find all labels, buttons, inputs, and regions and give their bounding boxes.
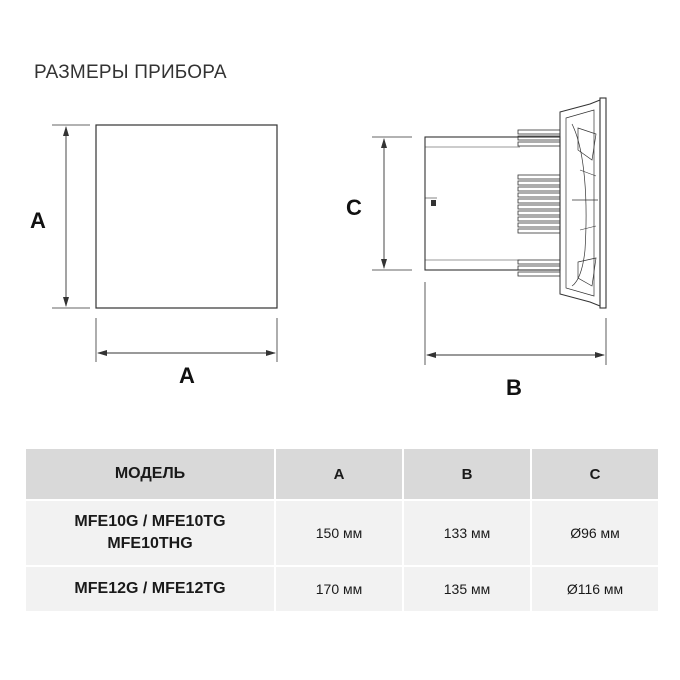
header-model: МОДЕЛЬ — [25, 448, 275, 500]
header-b: B — [403, 448, 531, 500]
table-row — [25, 500, 659, 566]
dimension-a-cell: 170 мм — [275, 566, 403, 612]
side-diameter-label: C — [346, 195, 362, 220]
side-depth-label: B — [506, 375, 522, 400]
page-title: РАЗМЕРЫ ПРИБОРА — [34, 62, 227, 83]
model-name-line1: MFE10G / MFE10TG — [74, 513, 226, 530]
header-c: C — [531, 448, 659, 500]
dimension-c-cell: Ø116 мм — [531, 566, 659, 612]
side-view — [372, 98, 606, 365]
dimension-a-cell: 150 мм — [275, 500, 403, 566]
dimension-b-cell: 135 мм — [403, 566, 531, 612]
motor-body — [425, 137, 560, 270]
motor-ribs — [518, 130, 560, 276]
dimension-b-cell: 133 мм — [403, 500, 531, 566]
model-name-line2: MFE10THG — [107, 535, 193, 552]
front-view — [52, 125, 277, 362]
model-cell — [25, 566, 275, 612]
side-panel — [600, 98, 606, 308]
front-panel — [96, 125, 277, 308]
model-name-line1: MFE12G / MFE12TG — [74, 580, 226, 597]
table-row — [25, 566, 659, 612]
front-width-label: A — [179, 363, 195, 388]
front-height-label: A — [30, 208, 46, 233]
table-header-row — [25, 448, 659, 500]
header-a: A — [275, 448, 403, 500]
dimension-c-cell: Ø96 мм — [531, 500, 659, 566]
dimensions-table — [24, 447, 660, 613]
model-cell — [25, 500, 275, 566]
